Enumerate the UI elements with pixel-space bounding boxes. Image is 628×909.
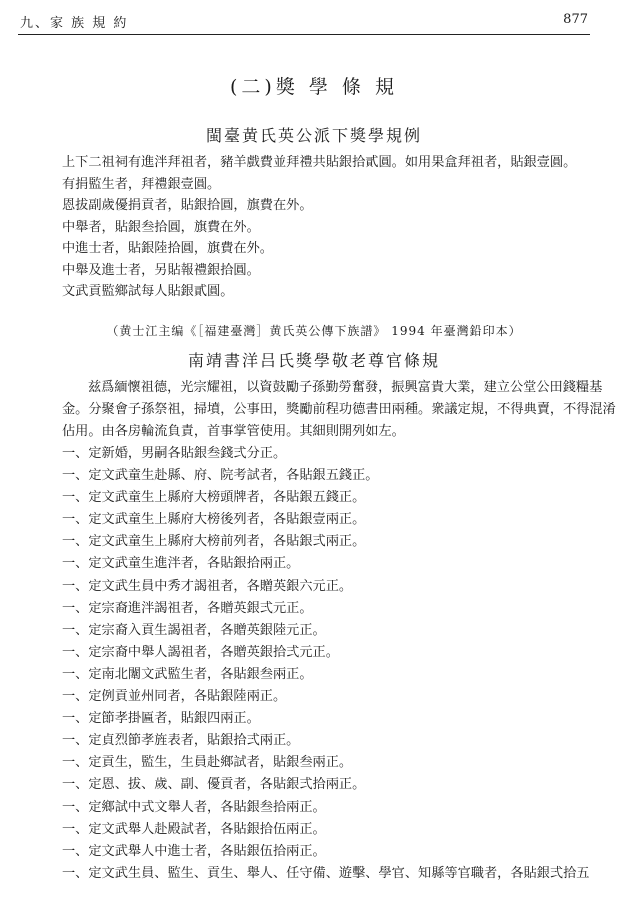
header-rule (18, 34, 590, 35)
rule-item: 一、定貞烈節孝旌表者，貼銀拾弍兩正。 (62, 733, 300, 749)
rule-item: 一、定文武生員、監生、貢生、舉人、任守備、遊擊、學官、知縣等官職者，各貼銀弍拾五 (62, 865, 590, 881)
rule-item: 一、定文武童生上縣府大榜後列者，各貼銀壹兩正。 (62, 512, 366, 528)
doc1-line: 中舉及進士者，另貼報禮銀拾圓。 (62, 262, 260, 278)
rule-item: 一、定文武童生赴縣、府、院考試者，各貼銀五錢正。 (62, 468, 379, 484)
rule-item: 一、定文武童生上縣府大榜頭牌者，各貼銀五錢正。 (62, 490, 366, 506)
intro-line: 金。分聚會子孫祭祖，掃墳，公事田，獎勵前程功德書田兩種。衆議定規，不得典賣，不得混淆 (62, 402, 616, 417)
rule-item: 一、定節孝掛匾者，貼銀四兩正。 (62, 711, 260, 727)
rule-item: 一、定宗裔中舉人謁祖者，各贈英銀拾弍元正。 (62, 644, 339, 660)
rule-item: 一、定鄉試中式文舉人者，各貼銀叁拾兩正。 (62, 799, 326, 815)
rule-item: 一、定宗裔進泮謁祖者，各贈英銀弍元正。 (62, 600, 313, 616)
doc1-source-citation: （黄士江主编《［福建臺灣］黄氏英公傳下族譜》 1994 年臺灣鉛印本） (106, 324, 522, 338)
intro-line: 佔用。由各房輪流負責，首事掌管使用。其細則開列如左。 (62, 424, 405, 439)
rule-item: 一、定文武生員中秀才謁祖者，各贈英銀六元正。 (62, 578, 353, 594)
rule-item: 一、定貢生，監生，生員赴鄉試者，貼銀叁兩正。 (62, 755, 353, 771)
doc1-body (62, 152, 596, 303)
doc1-line: 中舉者，貼銀叁拾圓，旗費在外。 (62, 219, 260, 235)
doc1-line: 上下二祖祠有進泮拜祖者，豬羊戲費並拜禮共貼銀拾貳圓。如用果盒拜祖者，貼銀壹圓。 (62, 155, 577, 170)
rule-item: 一、定文武童生上縣府大榜前列者，各貼銀弍兩正。 (62, 534, 366, 550)
doc2-intro (62, 377, 616, 443)
doc1-line: 恩拔副歲優捐貢者，貼銀拾圓，旗費在外。 (62, 198, 313, 213)
doc1-line: 文武貢監鄉試每人貼銀貳圓。 (62, 284, 234, 299)
doc1-title: 閩臺黄氏英公派下獎學規例 (205, 126, 422, 145)
rule-item: 一、定宗裔入貢生謁祖者，各贈英銀陸元正。 (62, 622, 326, 638)
chapter-heading: 九、家 族 規 約 (20, 16, 129, 31)
doc1-line: 有捐監生者，拜禮銀壹圓。 (62, 176, 221, 192)
rule-item: 一、定恩、拔、歲、副、優貢者，各貼銀弍拾兩正。 (62, 777, 366, 793)
running-header (20, 12, 588, 34)
doc1-line: 中進士者，貼銀陸拾圓，旗費在外。 (62, 241, 273, 256)
doc2-title: 南靖書洋吕氏獎學敬老尊官條規 (187, 351, 440, 370)
rule-item: 一、定文武舉人中進士者，各貼銀伍拾兩正。 (62, 843, 326, 859)
rule-item: 一、定南北闈文武監生者，各貼銀叁兩正。 (62, 666, 313, 682)
rule-item: 一、定文武童生進泮者，各貼銀拾兩正。 (62, 556, 300, 572)
intro-line: 兹爲緬懷祖德，光宗耀祖，以資鼓勵子孫勤勞奮發，振興富貴大業，建立公堂公田錢糧基 (88, 380, 603, 395)
rule-item: 一、定例貢並州同者，各貼銀陸兩正。 (62, 689, 287, 705)
rule-item: 一、定文武舉人赴殿試者，各貼銀拾伍兩正。 (62, 821, 326, 837)
rule-item: 一、定新婚，男嗣各貼銀叁錢弍分正。 (62, 446, 287, 461)
doc2-rules-list (62, 443, 596, 885)
page-number: 877 (563, 12, 588, 27)
section-title: (二)獎 學 條 規 (230, 76, 398, 98)
